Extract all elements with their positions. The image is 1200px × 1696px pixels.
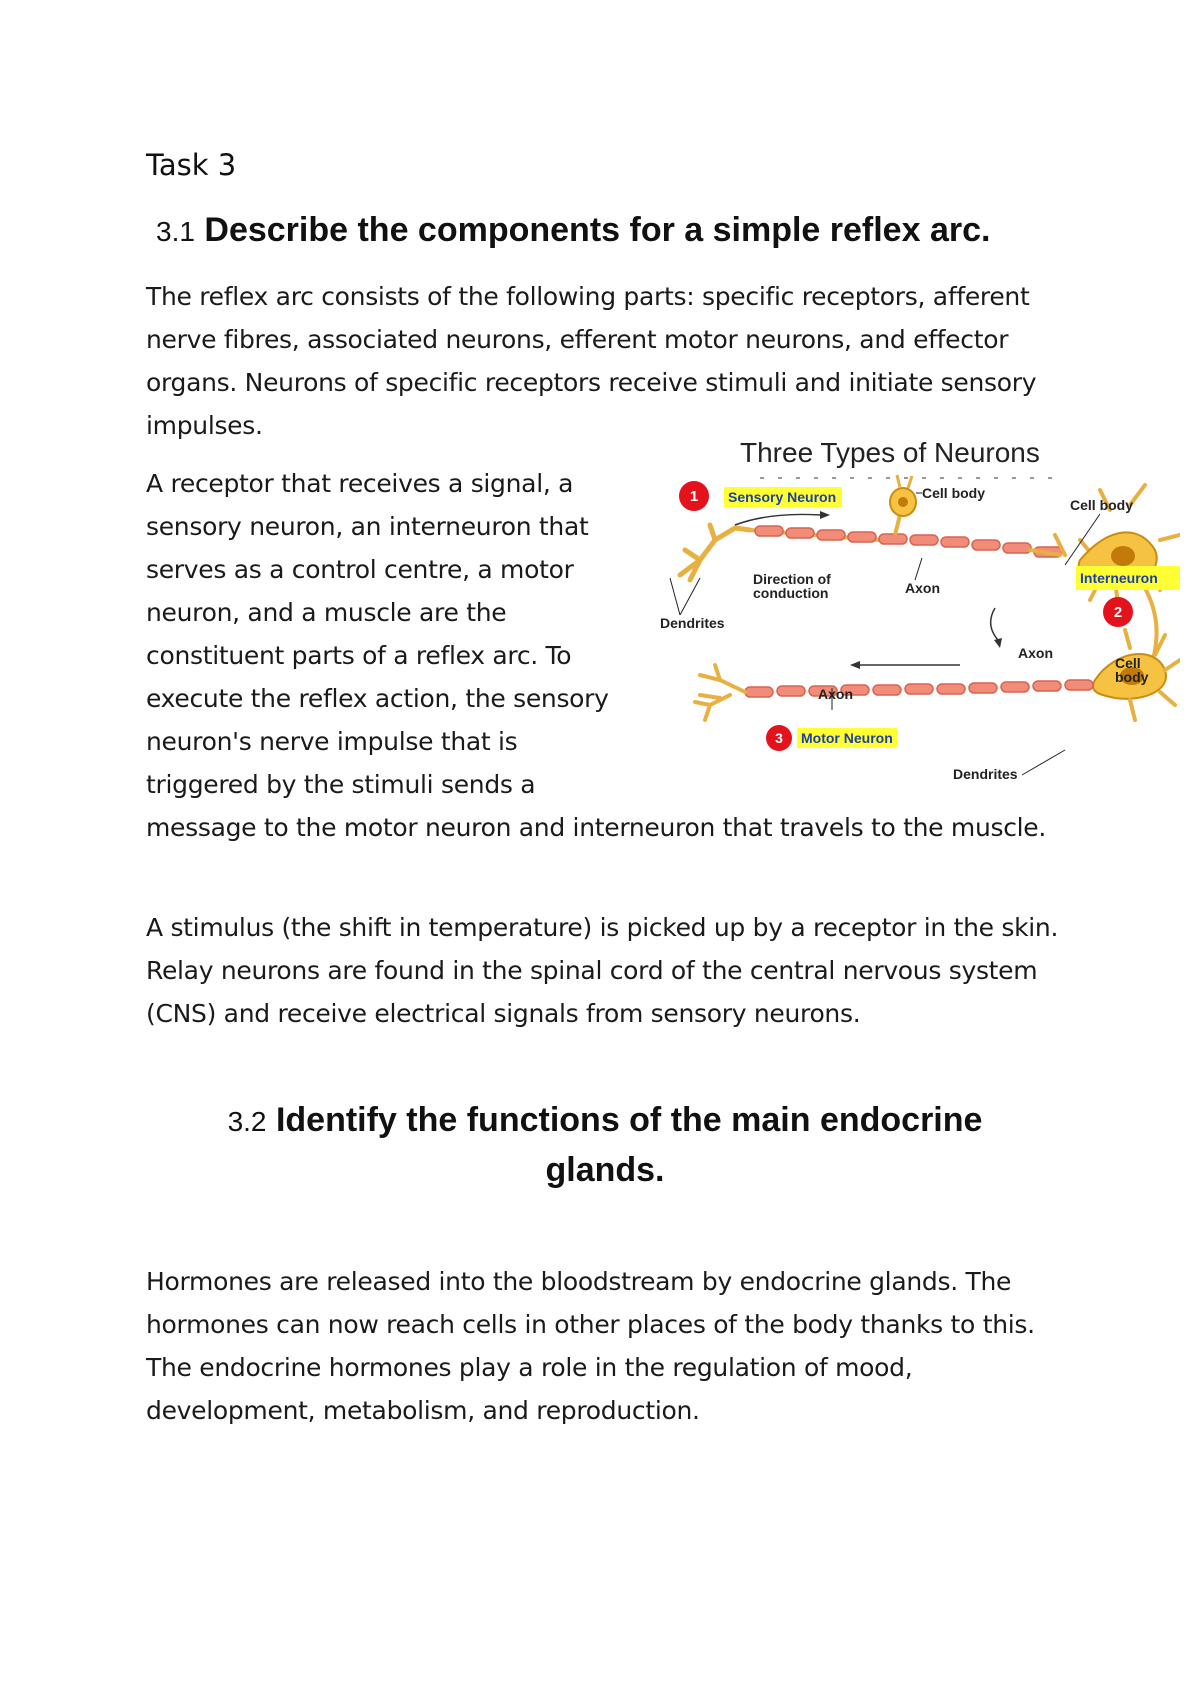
- paragraph-reflex-arc-components-continued: message to the motor neuron and interneuron that travels to the muscle.: [146, 813, 1047, 842]
- cell-body-label-motor-line2: body: [1115, 669, 1149, 685]
- cell-body-label-interneuron: Cell body: [1070, 497, 1134, 513]
- section-heading-3-1: [156, 211, 990, 250]
- svg-text:1: 1: [689, 488, 699, 505]
- svg-text:2: 2: [1113, 604, 1123, 621]
- svg-text:3: 3: [775, 730, 783, 746]
- direction-arrow-top: [735, 514, 820, 525]
- motor-neuron: [695, 630, 1180, 720]
- section-number: 3.1: [156, 216, 195, 247]
- sensory-neuron-label: Sensory Neuron: [728, 489, 837, 505]
- direction-label-line2: conduction: [753, 585, 829, 601]
- paragraph-reflex-arc-parts: The reflex arc consists of the following parts: specific receptors, afferent nerve fibres, associated neurons, efferent motor neurons, and effector organs. Neurons of specific receptors receive stimuli and initiate sensory impulses.: [146, 282, 1037, 440]
- interneuron-label: Interneuron: [1080, 570, 1158, 586]
- paragraph-endocrine-glands: Hormones are released into the bloodstream by endocrine glands. The hormones can now reach cells in other places of the body thanks to this. The endocrine hormones play a role in the regulation of mood, development, metabolism, and reproduction.: [146, 1267, 1035, 1425]
- direction-arrow-side: [991, 608, 998, 640]
- section-title-line2: glands.: [545, 1151, 665, 1189]
- axon-label-interneuron: Axon: [1018, 645, 1053, 661]
- section-title: Describe the components for a simple reflex arc.: [204, 211, 991, 249]
- axon-label-sensory: Axon: [905, 580, 940, 596]
- paragraph-reflex-arc-components: A receptor that receives a signal, a sensory neuron, an interneuron that serves as a control centre, a motor neuron, and a muscle are the constituent parts of a reflex arc. To execute the reflex action, the sensory neuron's nerve impulse that is triggered by the stimuli sends a: [146, 469, 609, 799]
- section-number: 3.2: [227, 1106, 267, 1137]
- dendrites-label-motor: Dendrites: [953, 766, 1018, 782]
- axon-label-motor: Axon: [818, 686, 853, 702]
- dendrites-label-sensory: Dendrites: [660, 615, 725, 631]
- figure-title: Three Types of Neurons: [740, 437, 1040, 468]
- section-heading-3-2: [190, 1096, 1020, 1194]
- neuron-types-figure: [660, 430, 1180, 790]
- motor-neuron-label: Motor Neuron: [801, 730, 893, 746]
- cell-body-label-motor-line1: Cell: [1115, 655, 1141, 671]
- direction-label-line1: Direction of: [753, 571, 831, 587]
- task-label: Task 3: [146, 148, 237, 182]
- paragraph-stimulus: A stimulus (the shift in temperature) is picked up by a receptor in the skin. Relay neurons are found in the spinal cord of the central nervous system (CNS) and receive electrical signals from sensory neurons.: [146, 913, 1059, 1028]
- cell-body-label-sensory: Cell body: [922, 485, 986, 501]
- section-title-line1: Identify the functions of the main endocrine: [275, 1101, 983, 1139]
